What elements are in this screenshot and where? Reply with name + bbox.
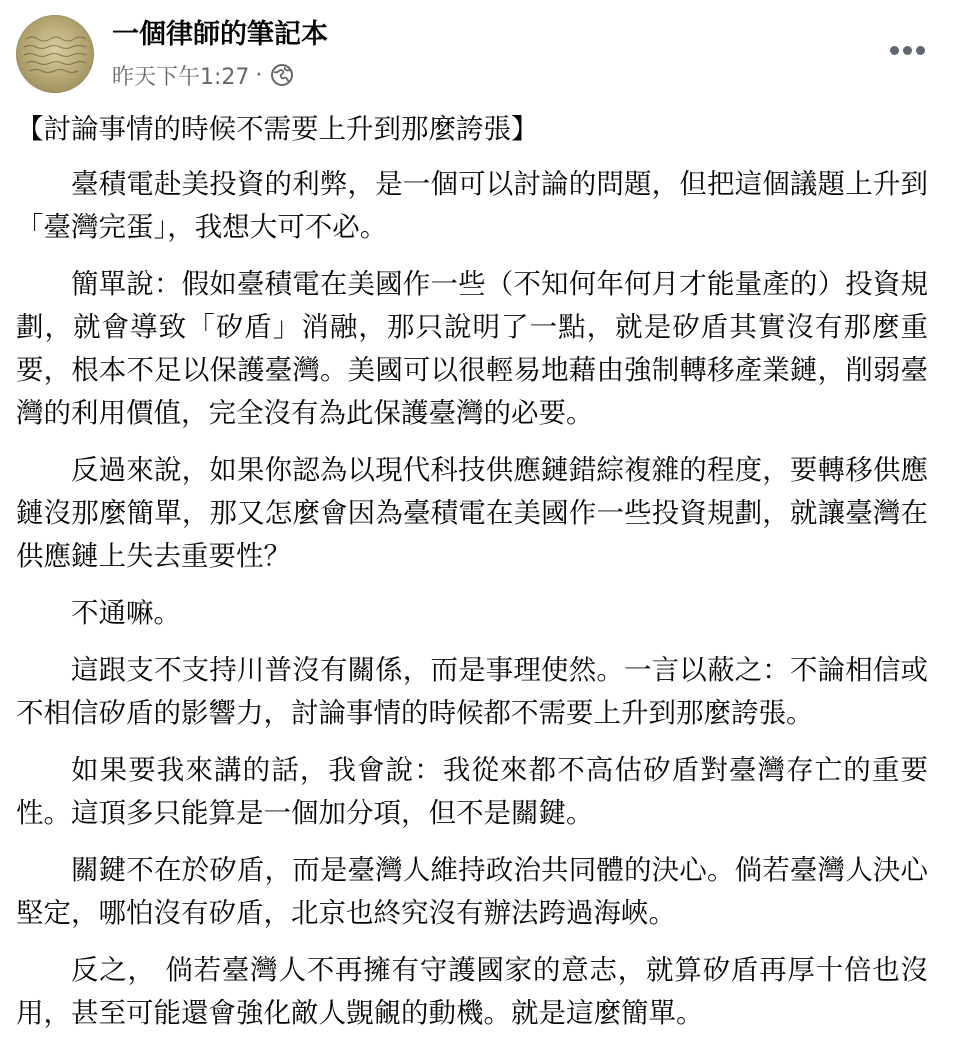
globe-icon[interactable] [270, 63, 294, 87]
post-paragraph: 不通嘛。 [71, 597, 181, 629]
meta-separator: · [255, 62, 263, 88]
post-paragraph: 反過來說，如果你認為以現代科技供應鏈錯綜複雜的程度，要轉移供應鏈沒那麼簡單，那又怎麼會因為臺積電在美國作一些投資規劃，就讓臺灣在供應鏈上失去重要性？ [16, 454, 928, 572]
post-header [0, 0, 960, 100]
post-paragraph: 關鍵不在於矽盾，而是臺灣人維持政治共同體的決心。倘若臺灣人決心堅定，哪怕沒有矽盾，北京也終究沒有辦法跨過海峽。 [16, 854, 928, 929]
author-name[interactable]: 一個律師的筆記本 [112, 19, 328, 50]
post-headline: 【討論事情的時候不需要上升到那麼誇張】 [16, 113, 539, 145]
post-body [16, 108, 928, 1049]
avatar-handwriting-graphic [16, 15, 94, 93]
post-paragraph: 這跟支不支持川普沒有關係，而是事理使然。一言以蔽之：不論相信或不相信矽盾的影響力，討論事情的時候都不需要上升到那麼誇張。 [16, 654, 928, 729]
post-paragraph: 臺積電赴美投資的利弊，是一個可以討論的問題，但把這個議題上升到「臺灣完蛋」，我想大可不必。 [16, 168, 928, 243]
post-paragraph: 如果要我來講的話，我會說：我從來都不高估矽盾對臺灣存亡的重要性。這頂多只能算是一個加分項，但不是關鍵。 [16, 754, 928, 829]
post-meta [112, 60, 294, 90]
post-paragraph: 簡單說：假如臺積電在美國作一些（不知何年何月才能量產的）投資規劃，就會導致「矽盾」消融，那只說明了一點，就是矽盾其實沒有那麼重要，根本不足以保護臺灣。美國可以很輕易地藉由強制轉移產業鏈，削弱臺灣的利用價值，完全沒有為此保護臺灣的必要。 [16, 268, 928, 429]
page-avatar[interactable] [16, 15, 94, 93]
more-options-icon[interactable] [882, 32, 932, 68]
post-paragraph: 反之， 倘若臺灣人不再擁有守護國家的意志，就算矽盾再厚十倍也沒用，甚至可能還會強化敵人覬覦的動機。就是這麼簡單。 [16, 954, 928, 1029]
post-timestamp[interactable]: 昨天下午1:27 [112, 64, 250, 90]
